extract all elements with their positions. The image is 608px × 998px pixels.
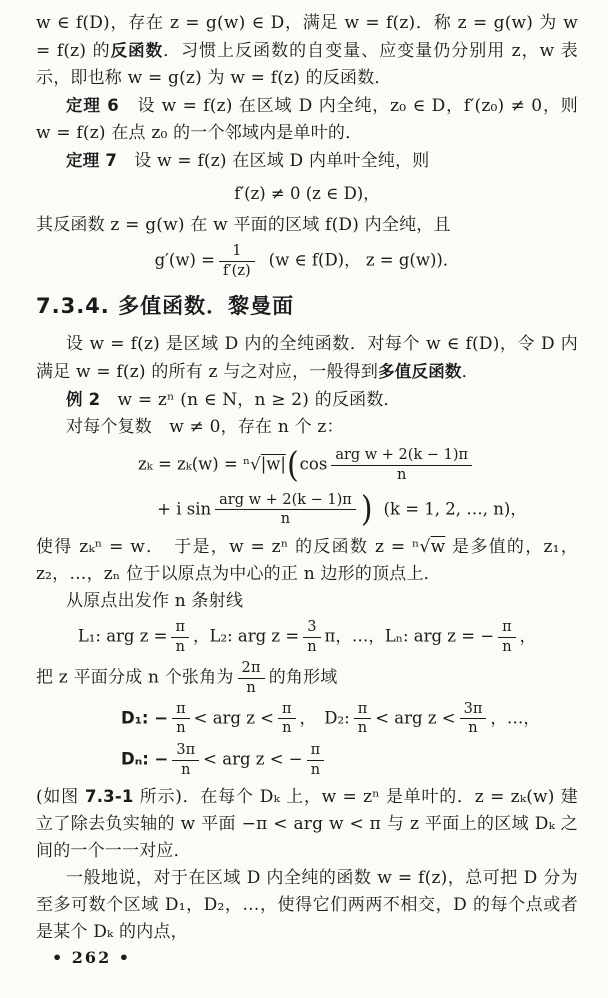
fraction-denominator: n [307, 760, 325, 779]
fraction-denominator: n [354, 718, 372, 737]
bold-term-inverse-function: 反函数 [110, 41, 164, 60]
paragraph-text: (如图 [36, 787, 86, 808]
paragraph-figure-reference [36, 783, 578, 865]
bold-term-multivalued-inverse: 多值反函数 [378, 362, 462, 382]
fraction-numerator: π [176, 700, 186, 717]
index-range: (k = 1, 2, …, n)， [383, 499, 527, 519]
page-number: • 262 • [52, 948, 131, 967]
paragraph-continuation [36, 10, 578, 92]
fraction [498, 619, 516, 655]
paragraph-text: 是多值的，z₁，z₂，…，zₙ 位于以原点为中心的正 n 边形的顶点上． [36, 537, 578, 585]
fraction [303, 619, 320, 655]
example-2-label: 例 2 [66, 390, 101, 410]
radicand: |w| [260, 455, 286, 475]
formula-nth-roots-line1 [36, 444, 578, 486]
fraction-numerator: 3π [463, 700, 483, 717]
sector-d2: ， D₂: [299, 708, 350, 728]
fraction-numerator: π [175, 619, 186, 636]
fraction-denominator: n [278, 718, 296, 737]
paragraph-text: ． [461, 362, 479, 383]
formula-comma: ， [519, 626, 537, 646]
formula-rays [36, 619, 578, 655]
paragraph-text: 使得 zₖⁿ = w． 于是，w = zⁿ 的反函数 z = ⁿ√ [36, 537, 431, 558]
fraction [460, 701, 487, 737]
theorem-7 [36, 147, 578, 175]
paragraph-text: 把 z 平面分成 n 个张角为 [36, 668, 234, 689]
fraction [238, 660, 265, 696]
fraction-denominator: n [460, 718, 487, 737]
fraction-numerator: π [357, 700, 368, 717]
fraction-denominator: n [172, 718, 190, 737]
theorem-6 [36, 92, 578, 147]
paragraph-multivalued-intro [36, 331, 578, 386]
formula-lhs: g′(w) = [154, 250, 216, 270]
example-2 [36, 386, 578, 414]
left-paren: ( [286, 444, 299, 486]
fraction-denominator: n [498, 637, 516, 656]
right-paren: ) [360, 489, 373, 530]
fraction [331, 447, 472, 483]
paragraph-text: 的角形域 [268, 668, 338, 689]
inequality: < arg z < − [203, 749, 303, 769]
sector-d1: D₁: − [121, 708, 169, 728]
fraction-denominator: n [215, 509, 356, 528]
fraction-numerator: 3 [307, 619, 317, 636]
fraction [172, 742, 199, 778]
paragraph-sectors-intro [36, 660, 578, 696]
radicand: w [430, 537, 446, 558]
ray-l2: ，L₂: arg z = [193, 626, 300, 646]
fraction-numerator: arg w + 2(k − 1)π [219, 491, 352, 508]
paragraph-text: w ∈ f(D)，存在 z = g(w) ∈ D，满足 w = f(z)．称 z = g(w) 为 w = f(z) 的 [36, 13, 578, 61]
fraction-numerator: 2π [241, 660, 261, 677]
fraction [215, 492, 356, 528]
ray-l1: L₁: arg z = [77, 626, 168, 646]
paragraph-complex-w: 对每个复数 w ≠ 0，存在 n 个 z： [66, 417, 344, 438]
fraction-denominator: f′(z) [219, 261, 255, 280]
fraction [172, 701, 190, 737]
fraction-numerator: π [310, 742, 321, 759]
fraction-denominator: n [171, 637, 189, 656]
fraction [219, 243, 255, 279]
fraction-numerator: π [282, 700, 292, 717]
fraction-numerator: π [502, 619, 512, 636]
theorem-7-label: 定理 7 [66, 151, 118, 170]
theorem-6-label: 定理 6 [66, 96, 119, 115]
fraction-numerator: 1 [232, 243, 242, 259]
ellipsis: ，…， [490, 708, 540, 728]
theorem-6-text: 设 w = f(z) 在区域 D 内全纯，z₀ ∈ D，f′(z₀) ≠ 0，则 w = f(z) 在点 z₀ 的一个邻域内是单叶的． [36, 96, 578, 143]
fraction-denominator: n [303, 637, 320, 656]
fraction-denominator: n [238, 678, 265, 697]
fraction-denominator: n [172, 760, 199, 779]
paragraph-roots-polygon [36, 534, 578, 588]
inequality: < arg z < [193, 708, 274, 728]
cos-operator: cos [299, 455, 328, 475]
text-column [36, 10, 578, 946]
formula-lhs: zₖ = zₖ(w) = ⁿ√ [137, 455, 261, 475]
sector-dn: Dₙ: − [121, 749, 169, 769]
fraction-numerator: 3π [176, 742, 196, 759]
fraction-denominator: n [331, 465, 472, 484]
fraction [278, 701, 296, 737]
formula-derivative-nonzero: f′(z) ≠ 0 (z ∈ D)， [234, 184, 380, 203]
example-2-text: w = zⁿ (n ∈ N，n ≥ 2) 的反函数． [100, 390, 401, 411]
paragraph-text: 所示)．在每个 Dₖ 上，w = zⁿ 是单叶的．z = zₖ(w) 建立了除去负实轴的 w 平面 −π < arg w < π 与 z 平面上的区域 Dₖ 之间的一个一一对应． [36, 787, 578, 862]
formula-inverse-derivative [36, 243, 578, 279]
fraction-numerator: arg w + 2(k − 1)π [335, 447, 469, 464]
section-heading: 7.3.4. 多值函数．黎曼面 [36, 294, 295, 319]
fraction [171, 619, 189, 655]
ray-ln: π，…，Lₙ: arg z = − [324, 626, 495, 646]
fraction [354, 701, 372, 737]
inequality: < arg z < [375, 708, 456, 728]
fraction [307, 742, 325, 778]
paragraph-inverse-holomorphic: 其反函数 z = g(w) 在 w 平面的区域 f(D) 内全纯，且 [36, 215, 451, 235]
sin-term: + i sin [157, 499, 212, 519]
theorem-7-text: 设 w = f(z) 在区域 D 内单叶全纯，则 [117, 151, 430, 171]
formula-rhs: (w ∈ f(D)， z = g(w))． [268, 250, 460, 270]
paragraph-text: ．习惯上反函数的自变量、应变量仍分别用 z，w 表示，即也称 w = g(z) 为 w = f(z) 的反函数． [36, 41, 578, 88]
formula-sectors-d1-d2 [36, 701, 578, 737]
formula-nth-roots-line2 [106, 489, 578, 530]
paragraph-rays-intro: 从原点出发作 n 条射线 [66, 591, 244, 612]
paragraph-text: 设 w = f(z) 是区域 D 内的全纯函数．对每个 w ∈ f(D)，令 D 内满足 w = f(z) 的所有 z 与之对应，一般得到 [36, 334, 578, 383]
paragraph-general-decomposition: 一般地说，对于在区域 D 内全纯的函数 w = f(z)，总可把 D 分为至多可数个区域 D₁，D₂，…，使得它们两两不相交，D 的每个点或者是某个 Dₖ 的内点， [36, 868, 578, 943]
figure-number: 7.3-1 [85, 787, 134, 807]
formula-sector-dn [36, 742, 578, 778]
